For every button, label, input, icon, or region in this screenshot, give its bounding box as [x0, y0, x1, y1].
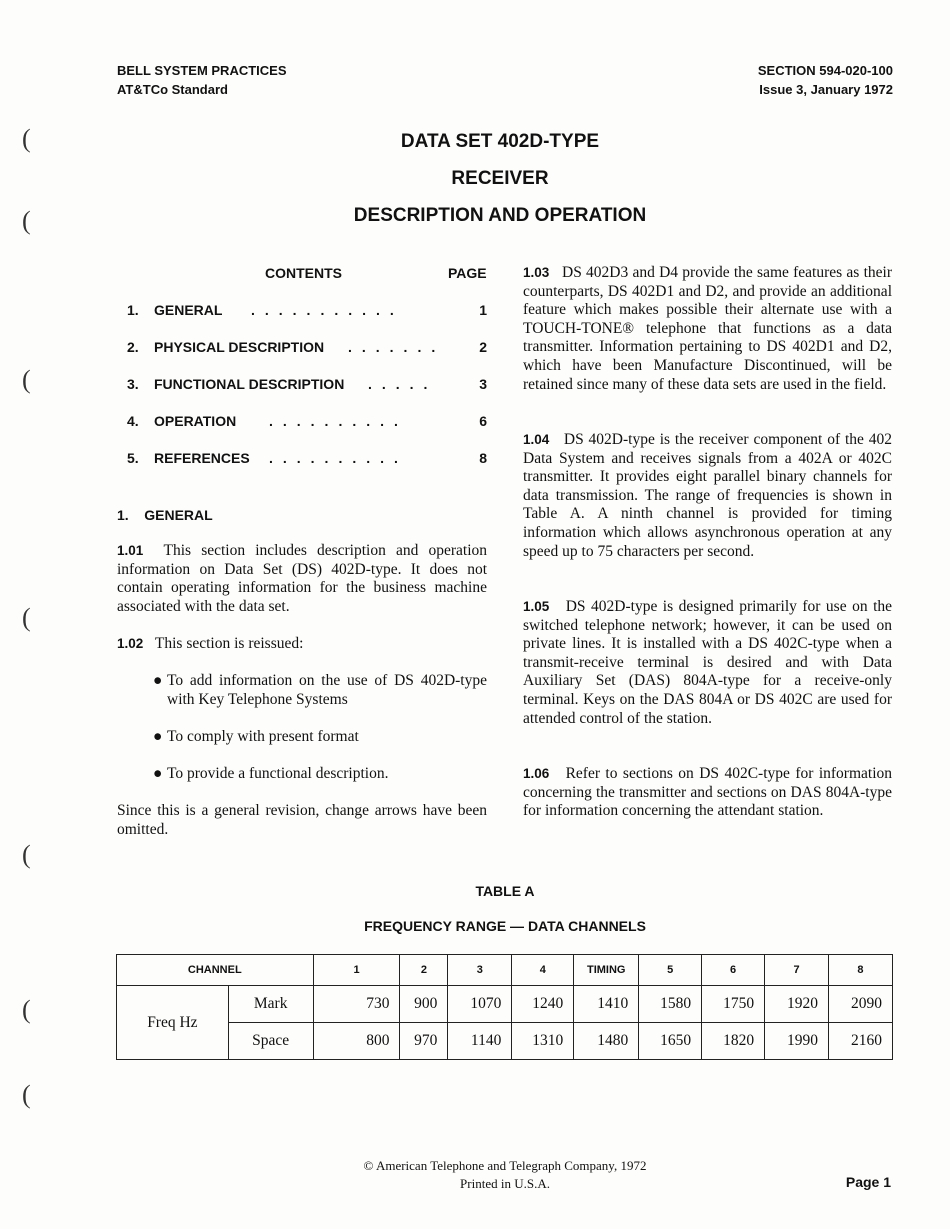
table-cell: 970	[400, 1023, 448, 1060]
table-subcaption: FREQUENCY RANGE — DATA CHANNELS	[364, 918, 646, 934]
bullet-item	[153, 728, 487, 747]
issue-date: Issue 3, January 1972	[759, 82, 893, 97]
toc-entry	[117, 376, 487, 396]
paragraph-text: Refer to sections on DS 402C-type for information concerning the transmitter and sections on DAS 804A-type for information concerning the attendant station.	[523, 765, 893, 820]
paragraph-1-02	[117, 635, 487, 654]
section-number: SECTION 594-020-100	[757, 63, 893, 78]
paragraph-number: 1.01	[117, 543, 144, 558]
frequency-table	[116, 954, 893, 1060]
printed-notice: Printed in U.S.A.	[460, 1176, 550, 1191]
column-header: TIMING	[574, 955, 639, 986]
table-caption: TABLE A	[475, 883, 535, 899]
table-cell: 1070	[448, 986, 512, 1023]
paragraph-1-03	[523, 264, 892, 394]
paragraph-number: 1.02	[117, 636, 144, 651]
document-subtitle: RECEIVER	[451, 168, 549, 189]
bullet-text: To add information on the use of DS 402D-type with Key Telephone Systems	[167, 672, 487, 708]
copyright-notice: © American Telephone and Telegraph Company, 1972	[363, 1158, 647, 1173]
toc-label: FUNCTIONAL DESCRIPTION	[154, 376, 345, 392]
paragraph-text: DS 402D-type is designed primarily for use on the switched telephone network; however, it can be used on private lines. It is installed with a DS 402C-type when a transmit-receive terminal is desired and with Data Auxiliary Set (DAS) 804A-type for a receive-only terminal. Keys on the DAS 804A or DS 402C are used for attended control of the station.	[523, 598, 892, 727]
table-row	[117, 986, 893, 1023]
toc-leader: .....	[368, 376, 438, 392]
toc-number: 2.	[127, 339, 139, 355]
document-description: DESCRIPTION AND OPERATION	[353, 205, 647, 226]
table-cell: 800	[313, 1023, 400, 1060]
table-cell: 1920	[765, 986, 829, 1023]
table-cell: 2090	[828, 986, 892, 1023]
paragraph-number: 1.04	[523, 432, 550, 447]
binder-mark: (	[22, 1080, 31, 1109]
table-cell: 1140	[448, 1023, 512, 1060]
paragraph-text: This section includes description and operation information on Data Set (DS) 402D-type. It does not contain operating information for the business machine associated with the data set.	[117, 542, 487, 615]
table-cell: 1310	[512, 1023, 574, 1060]
toc-label: REFERENCES	[154, 450, 250, 466]
binder-mark: (	[22, 995, 31, 1024]
paragraph-text: DS 402D3 and D4 provide the same features as their counterparts, DS 402D1 and D2, and provide an additional feature which makes possible their alternate use with a TOUCH-TONE® telephone that functions as a data transmitter. Information pertaining to DS 402D1 and D2, which have been Manufacture Discontinued, will be retained since many of these data sets are used in the field.	[523, 264, 892, 393]
contents-heading: CONTENTS	[265, 265, 342, 281]
toc-entry	[117, 339, 487, 359]
table-cell: 1650	[639, 1023, 702, 1060]
paragraph-number: 1.05	[523, 599, 550, 614]
binder-mark: (	[22, 206, 31, 235]
bullet-item	[153, 765, 487, 784]
toc-page: 6	[479, 413, 487, 429]
publication-name: BELL SYSTEM PRACTICES	[117, 63, 287, 78]
toc-leader: .......	[348, 339, 446, 355]
toc-page: 3	[479, 376, 487, 392]
table-cell: 1750	[702, 986, 765, 1023]
table-cell: 1240	[512, 986, 574, 1023]
paragraph-number: 1.03	[523, 265, 550, 280]
binder-mark: (	[22, 365, 31, 394]
table-cell: 1990	[765, 1023, 829, 1060]
binder-mark: (	[22, 124, 31, 153]
header-right	[758, 61, 893, 99]
table-cell: 730	[313, 986, 400, 1023]
table-cell: 1580	[639, 986, 702, 1023]
paragraph-1-04	[523, 431, 892, 561]
column-header: 1	[313, 955, 400, 986]
paragraph-number: 1.06	[523, 766, 550, 781]
table-cell: 1820	[702, 1023, 765, 1060]
row-label: Space	[228, 1023, 313, 1060]
table-cell: 900	[400, 986, 448, 1023]
paragraph-text: This section is reissued:	[154, 635, 304, 652]
bullet-dot: ●	[153, 672, 163, 689]
contents-page-heading: PAGE	[448, 265, 487, 281]
section-heading: 1. GENERAL	[117, 507, 213, 523]
column-header: 3	[448, 955, 512, 986]
table-header-row	[117, 955, 893, 986]
toc-leader: ...........	[251, 302, 404, 318]
column-header: 4	[512, 955, 574, 986]
toc-entry	[117, 450, 487, 470]
toc-page: 8	[479, 450, 487, 466]
toc-number: 4.	[127, 413, 139, 429]
table-cell: 1480	[574, 1023, 639, 1060]
toc-leader: ..........	[269, 413, 408, 429]
paragraph-1-05	[523, 598, 892, 728]
toc-number: 5.	[127, 450, 139, 466]
paragraph-1-01	[117, 542, 487, 616]
document-title: DATA SET 402D-TYPE	[400, 131, 600, 152]
page-number: Page 1	[845, 1174, 891, 1190]
column-header: 6	[702, 955, 765, 986]
toc-label: GENERAL	[154, 302, 223, 318]
toc-number: 3.	[127, 376, 139, 392]
binder-mark: (	[22, 840, 31, 869]
toc-page: 2	[479, 339, 487, 355]
table-cell: 1410	[574, 986, 639, 1023]
row-label: Mark	[228, 986, 313, 1023]
binder-mark: (	[22, 603, 31, 632]
toc-number: 1.	[127, 302, 139, 318]
toc-leader: ..........	[269, 450, 408, 466]
toc-entry	[117, 302, 487, 322]
toc-page: 1	[479, 302, 487, 318]
bullet-dot: ●	[153, 765, 163, 782]
bullet-text: To comply with present format	[167, 728, 359, 745]
toc-label: OPERATION	[154, 413, 237, 429]
paragraph-text: DS 402D-type is the receiver component of the 402 Data System and receives signals from a 402A or 402C transmitter. It provides eight parallel binary channels for data transmission. The range of frequencies is shown in Table A. A ninth channel is provided for timing information which allows asynchronous operation at any speed up to 75 characters per second.	[523, 431, 893, 560]
bullet-item	[153, 672, 487, 709]
toc-label: PHYSICAL DESCRIPTION	[154, 339, 325, 355]
table-row	[117, 1023, 893, 1060]
column-header: 8	[828, 955, 892, 986]
toc-entry	[117, 413, 487, 433]
column-header: 7	[765, 955, 829, 986]
standard-label: AT&TCo Standard	[117, 82, 228, 97]
bullet-dot: ●	[153, 728, 163, 745]
row-group-label: Freq Hz	[117, 986, 229, 1060]
header-left	[117, 61, 287, 99]
column-header: 2	[400, 955, 448, 986]
bullet-text: To provide a functional description.	[167, 765, 389, 782]
paragraph-1-06	[523, 765, 892, 821]
table-cell: 2160	[828, 1023, 892, 1060]
channel-header: CHANNEL	[117, 955, 314, 986]
closing-note: Since this is a general revision, change arrows have been omitted.	[117, 802, 487, 838]
column-header: 5	[639, 955, 702, 986]
